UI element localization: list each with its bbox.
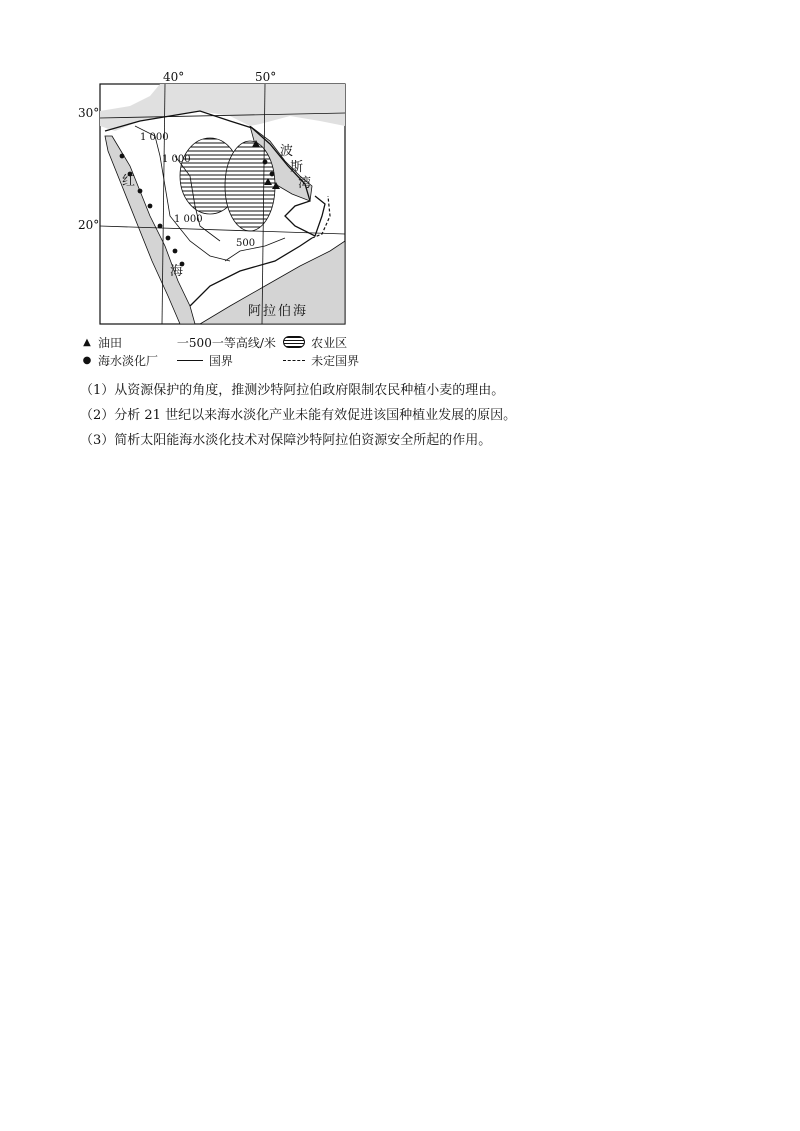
legend-contour: [177, 334, 283, 351]
map-legend: [80, 333, 380, 369]
red-sea-label-1: 红: [122, 174, 136, 189]
red-sea-label-2: 海: [170, 264, 184, 279]
question-list: [80, 378, 720, 453]
triangle-icon: ▲: [83, 336, 91, 348]
map-svg: [60, 66, 360, 366]
lat-label-30: 30°: [78, 106, 100, 120]
lon-label-40: 40°: [163, 70, 185, 84]
legend-border-label: 国界: [208, 353, 233, 368]
legend-undefined-label: 未定国界: [311, 353, 360, 368]
legend-desal: [80, 352, 177, 369]
legend-contour-label: 一500一等高线/米: [176, 335, 276, 350]
border-line-icon: [177, 360, 203, 361]
question-1: （1）从资源保护的角度，推测沙特阿拉伯政府限制农民种植小麦的理由。: [80, 383, 505, 398]
contour-label-2: 1 000: [162, 154, 191, 165]
legend-border: [177, 352, 283, 369]
legend-undefined: [283, 352, 380, 369]
contour-label-1: 1 000: [140, 132, 169, 143]
question-2: （2）分析 21 世纪以来海水淡化产业未能有效促进该国种植业发展的原因。: [80, 408, 517, 423]
question-3: （3）简析太阳能海水淡化技术对保障沙特阿拉伯资源安全所起的作用。: [80, 433, 492, 448]
legend-agri-label: 农业区: [311, 335, 348, 350]
legend-desal-label: 海水淡化厂: [98, 353, 159, 368]
legend-row-1: [80, 333, 380, 351]
legend-oil-label: 油田: [98, 335, 123, 350]
gulf-label-1: 波: [280, 144, 294, 159]
contour-label-3: 1 000: [174, 214, 203, 225]
map-figure: [60, 66, 360, 366]
lat-label-20: 20°: [78, 218, 100, 232]
agri-area-east: [225, 141, 275, 231]
lon-label-50: 50°: [255, 70, 277, 84]
legend-row-2: [80, 351, 380, 369]
gulf-label-3: 湾: [298, 176, 312, 191]
legend-agri: [283, 334, 380, 351]
dot-icon: ●: [82, 354, 92, 366]
legend-oil: [80, 334, 177, 351]
dashed-line-icon: [283, 360, 305, 361]
contour-label-500: 500: [236, 238, 256, 249]
arabian-sea-label: 阿拉伯海: [248, 304, 309, 319]
agri-area-icon: [283, 336, 305, 348]
gulf-label-2: 斯: [290, 160, 304, 175]
